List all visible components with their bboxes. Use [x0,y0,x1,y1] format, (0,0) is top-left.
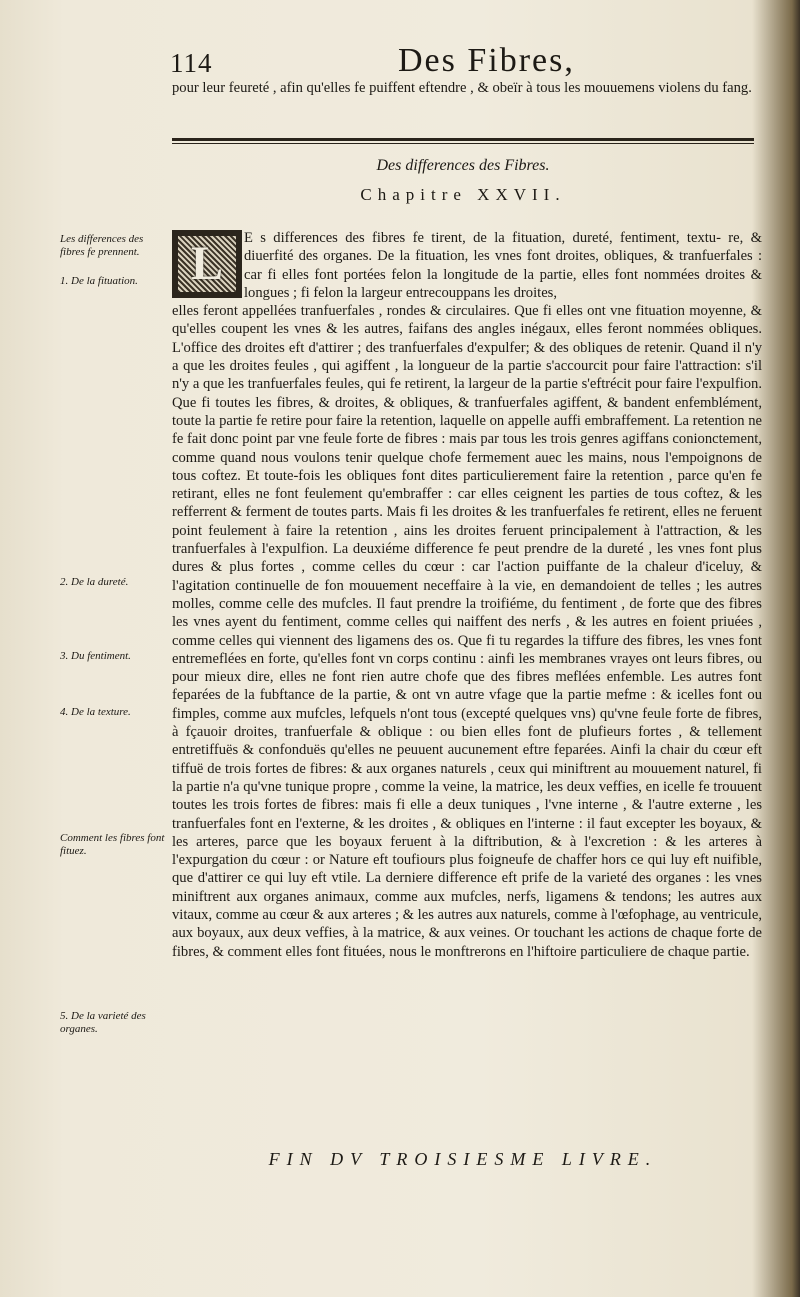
book-end-line: FIN DV TROISIESME LIVRE. [268,1149,658,1169]
margin-note-variete: 5. De la varieté des organes. [60,1010,146,1035]
initial-letter: L [190,237,223,290]
divider-rule-thin [172,143,754,144]
margin-note-comment: Comment les fibres font fituez. [60,832,165,857]
intro-text: pour leur feureté , afin qu'elles fe puiffent eftendre , & obeïr à tous les mouuemens violens du fang. [172,80,752,96]
chapter-body [172,229,762,961]
section-title: Des differences des Fibres. [376,157,550,174]
margin-note-differences: Les differences des fibres fe prennent. [60,233,144,258]
margin-note-durete: 2. De la dureté. [60,576,129,588]
margin-note-situation: 1. De la fituation. [60,275,138,287]
page-number: 114 [170,48,213,78]
margin-note-texture: 4. De la texture. [60,706,131,718]
chapter-title: Chapitre XXVII. [360,185,566,204]
main-paragraph: elles feront appellées tranfuerfales , rondes & circulaires. Que fi elles ont vne fituation moyenne, & qu'elles coupent les vnes & les autres, faifans des angles inégaux, elles feront nommées obliques. L'office des droites eft d'attirer ; des tranfuerfales d'expulfer; & des obliques de retenir. Quand il n'y a que les droites feules , qui agiffent , la longueur de la partie s'accourcit pour faire l'attraction: s'il n'y a que les tranfuerfales feules, qui fe retirent, la largeur de la partie s'eftrécit pour faire l'expulfion. Que fi toutes les fibres, & droites, & obliques, & tranfuerfales agiffent, & bandent enfemblément, toute la partie fe retire pour faire la retention, laquelle on appelle auffi embraffement. La retention ne fe fait donc point par vne feule forte de fibres : mais par tous les trois genres agiffans conionctement, comme quand nous voulons tenir quelque chofe fermement auec les mains, nous l'empoignons de tous coftez. Et toute-fois les obliques font dites particulierement faire la retention , parce qu'en fe retirant, elles ne font feulement qu'embraffer : car elles ceignent les parties de tous coftez, & les refferrent & ferment de toutes parts. Mais fi les droites & les tranfuerfales fe retirent, elles ne feruent point feulement à faire la retention , ains les droites feruent principalement à l'attraction, & les tranfuerfales à l'expulfion. La deuxiéme difference fe peut prendre de la dureté , les vnes font plus dures & plus fortes , comme celles du cœur : car l'action puiffante de la chaleur d'iceluy, & l'agitation continuelle de fon mouuement neceffaire à la vie, en demandoient de telles ; les autres molles, comme celle des mufcles. Il faut prendre la troifiéme, du fentiment , de forte que des fibres les vnes ayent du fentiment, comme celles qui naiffent des nerfs , & les autres en foient priuées , comme celles qui viennent des ligamens des os. Que fi tu regardes la tiffure des fibres, les vnes font entremeflées en forte, qu'elles font vn corps continu : ainfi les membranes vrayes ont leurs fibres, ou pour mieux dire, elles ne font rien autre chofe que des fibres meflées enfemble. Les autres font feparées de la fubftance de la partie, & ont vn autre vfage que la partie mefme : & icelles font ou fimples, comme aux mufcles, lefquels n'ont tous (excepté quelques vns) qu'vne feule forte de fibres, à fçauoir droites, tranfuerfale & oblique : ou bien elles font de plufieurs fortes , & tellement entretiffuës & confonduës qu'elles ne peuuent aucunement eftre feparées. Ainfi la chair du cœur eft tiffuë de trois fortes de fibres: & aux organes naturels , ceux qui miniftrent au mouuement naturel, fi la partie n'a qu'vne tunique propre , comme la veine, la matrice, les deux veffies, en icelle fe trouuent toutes les trois fortes de fibres: mais fi elle a deux tuniques , l'vne interne , & l'autre externe , les tranfuerfales font en l'externe, & les droites , & obliques en l'interne : il faut excepter les boyaux, & les arteres, parce que les boyaux feruent à la diftribution, & à l'excretion : & les arteres à l'expurgation du cœur : or Nature eft toufiours plus foigneufe de chaffer hors ce qui luy eft nuifible, que d'attirer ce qui luy eft vtile. La derniere difference eft prife de la varieté des organes : les vnes miniftrent aux organes animaux, comme aux mufcles, nerfs, ligamens & tendons; les autres aux vitaux, comme au cœur & aux arteres ; & les autres aux naturels, comme à l'œfophage, au ventricule, aux boyaux, aux deux veffies, à la matrice, & aux veines. Or touchant les actions de chaque forte de fibres, & comment elles font fituées, nous le monftrerons en l'hiftoire particuliere de chaque partie. [172,303,762,960]
first-paragraph-lead: E s differences des fibres fe tirent, de la fituation, dureté, fentiment, textu- re, & diuerfité des organes. De la fituation, les vnes font droites, obliques, & tranfuerfales : car fi elles font portées felon la longitude de la partie, elles font nommées droites & longues ; fi felon la largeur entrecouppans les droites, [244,230,762,301]
divider-rule [172,138,754,141]
running-title: Des Fibres, [398,42,575,79]
margin-note-sentiment: 3. Du fentiment. [60,650,131,662]
